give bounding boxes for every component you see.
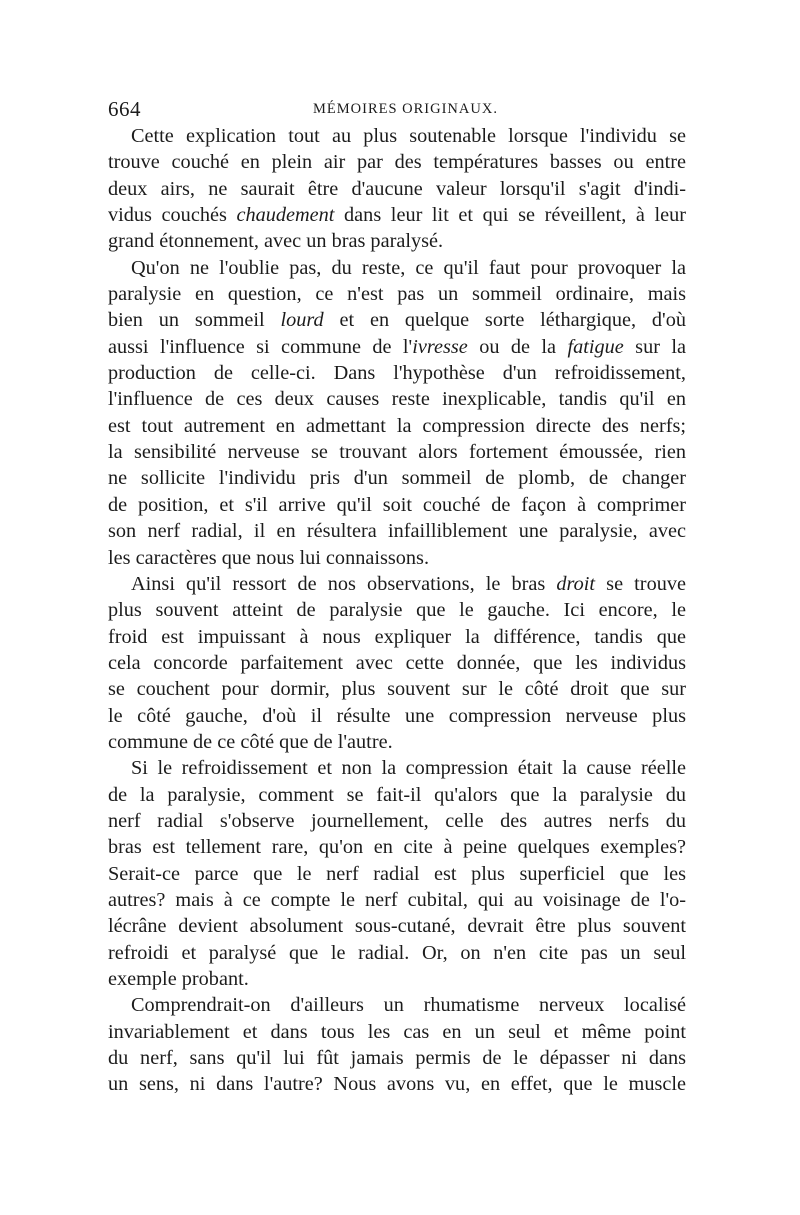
text-segment: vidus couchés (108, 204, 237, 227)
text-segment: commune de ce côté que de l'autre. (108, 730, 393, 753)
text-line (108, 176, 686, 202)
text-line (108, 755, 686, 781)
italic-word: ivresse (412, 335, 468, 358)
text-segment: plus souvent atteint de paralysie que le gauche. Ici encore, le (108, 599, 686, 622)
text-segment: bien un sommeil (108, 309, 281, 332)
text-line (108, 834, 686, 860)
text-line (108, 571, 686, 597)
text-segment: sur la (623, 335, 686, 358)
text-segment: un sens, ni dans l'autre? Nous avons vu, en effet, que le muscle (108, 1073, 686, 1096)
text-segment: les caractères que nous lui connaissons. (108, 546, 430, 569)
italic-word: lourd (280, 309, 324, 332)
paragraph (108, 123, 686, 255)
text-segment: Ainsi qu'il ressort de nos observations, le bras (131, 572, 557, 595)
text-line (108, 992, 686, 1018)
text-line (108, 465, 686, 491)
text-segment: bras est tellement rare, qu'on en cite à peine quelques exemples? (108, 836, 686, 859)
text-segment: cela concorde parfaitement avec cette donnée, que les individus (108, 651, 686, 674)
paragraph (108, 992, 686, 1097)
paragraph (108, 755, 686, 992)
text-segment: froid est impuissant à nous expliquer la différence, tandis que (108, 625, 686, 648)
text-segment: deux airs, ne saurait être d'aucune valeur lorsqu'il s'agit d'indi- (108, 177, 686, 200)
text-segment: dans leur lit et qui se réveillent, à leur (334, 204, 686, 227)
text-line (108, 281, 686, 307)
page-number: 664 (108, 97, 141, 121)
text-line (108, 202, 686, 228)
text-line (108, 887, 686, 913)
text-line (108, 913, 686, 939)
text-line (108, 545, 686, 571)
text-line (108, 966, 686, 992)
text-segment: de la paralysie, comment se fait-il qu'alors que la paralysie du (108, 783, 686, 806)
text-line (108, 703, 686, 729)
text-line (108, 808, 686, 834)
text-line (108, 597, 686, 623)
text-line (108, 307, 686, 333)
text-segment: Serait-ce parce que le nerf radial est plus superficiel que les (108, 862, 686, 885)
text-segment: lécrâne devient absolument sous-cutané, devrait être plus souvent (108, 915, 686, 938)
text-line (108, 492, 686, 518)
text-segment: de position, et s'il arrive qu'il soit couché de façon à comprimer (108, 493, 686, 516)
text-segment: la sensibilité nerveuse se trouvant alors fortement émoussée, rien (108, 441, 686, 464)
text-segment: l'influence de ces deux causes reste inexplicable, tandis qu'il en (108, 388, 686, 411)
text-line (108, 439, 686, 465)
paragraph (108, 571, 686, 755)
text-segment: son nerf radial, il en résultera infailliblement une paralysie, avec (108, 520, 686, 543)
text-line (108, 940, 686, 966)
text-segment: Si le refroidissement et non la compression était la cause réelle (131, 757, 686, 780)
text-segment: aussi l'influence si commune de l' (108, 335, 413, 358)
text-line (108, 360, 686, 386)
text-line (108, 676, 686, 702)
text-segment: nerf radial s'observe journellement, celle des autres nerfs du (108, 809, 686, 832)
italic-word: fatigue (567, 335, 624, 358)
text-segment: le côté gauche, d'où il résulte une compression nerveuse plus (108, 704, 686, 727)
text-segment: ou de la (467, 335, 568, 358)
text-segment: et en quelque sorte léthargique, d'où (323, 309, 686, 332)
text-line (108, 228, 686, 254)
text-segment: paralysie en question, ce n'est pas un sommeil ordinaire, mais (108, 283, 686, 306)
text-segment: se couchent pour dormir, plus souvent sur le côté droit que sur (108, 678, 686, 701)
text-segment: Qu'on ne l'oublie pas, du reste, ce qu'il faut pour provoquer la (131, 256, 686, 279)
text-line (108, 123, 686, 149)
body-text (108, 123, 686, 1098)
text-segment: exemple probant. (108, 968, 249, 990)
text-line (108, 413, 686, 439)
book-page (108, 97, 686, 1098)
text-segment: production de celle-ci. Dans l'hypothèse d'un refroidissement, (108, 362, 686, 385)
running-head (108, 97, 686, 121)
italic-word: droit (556, 572, 596, 595)
text-line (108, 1071, 686, 1097)
text-line (108, 1019, 686, 1045)
text-line (108, 624, 686, 650)
text-segment: trouve couché en plein air par des températures basses ou entre (108, 151, 686, 174)
running-title: MÉMOIRES ORIGINAUX. (313, 101, 498, 117)
text-segment: se trouve (595, 572, 686, 595)
text-segment: du nerf, sans qu'il lui fût jamais permis de le dépasser ni dans (108, 1047, 686, 1070)
paragraph (108, 255, 686, 571)
text-line (108, 782, 686, 808)
text-segment: autres? mais à ce compte le nerf cubital, qui au voisinage de l'o- (108, 888, 686, 911)
text-segment: invariablement et dans tous les cas en un seul et même point (108, 1020, 686, 1043)
text-segment: est tout autrement en admettant la compression directe des nerfs; (108, 414, 686, 437)
text-line (108, 729, 686, 755)
text-line (108, 334, 686, 360)
text-line (108, 386, 686, 412)
text-segment: Comprendrait-on d'ailleurs un rhumatisme nerveux localisé (131, 994, 686, 1017)
text-line (108, 518, 686, 544)
text-segment: ne sollicite l'individu pris d'un sommeil de plomb, de changer (108, 467, 686, 490)
text-segment: refroidi et paralysé que le radial. Or, on n'en cite pas un seul (108, 941, 686, 964)
text-line (108, 255, 686, 281)
text-segment: grand étonnement, avec un bras paralysé. (108, 230, 444, 253)
text-line (108, 861, 686, 887)
text-line (108, 149, 686, 175)
italic-word: chaudement (236, 204, 335, 227)
text-line (108, 650, 686, 676)
text-line (108, 1045, 686, 1071)
text-segment: Cette explication tout au plus soutenable lorsque l'individu se (131, 125, 686, 147)
